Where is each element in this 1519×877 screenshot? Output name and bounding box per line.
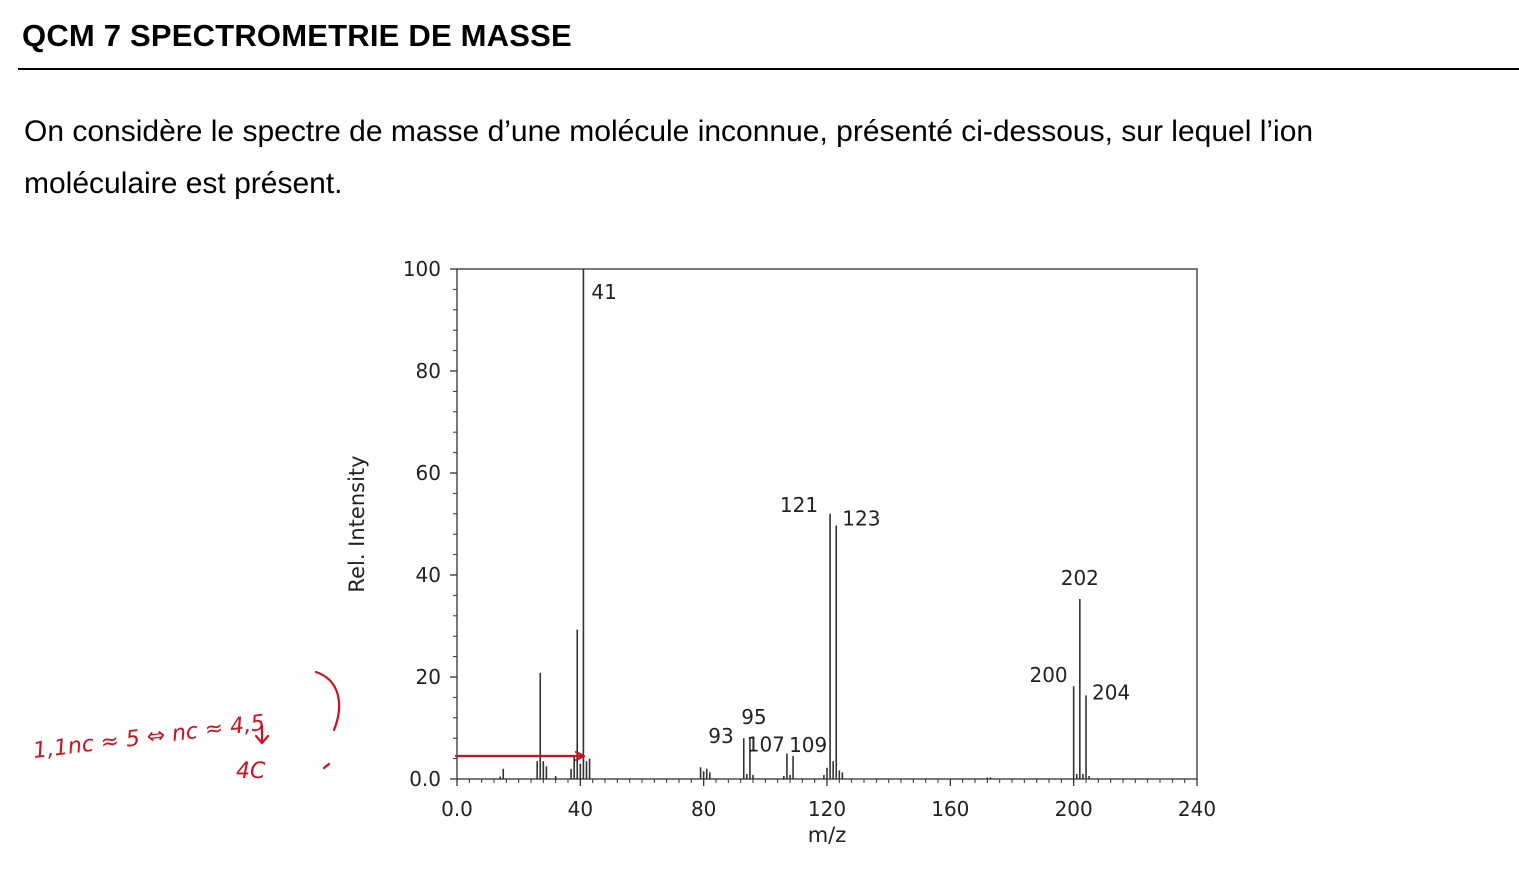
y-axis-label: Rel. Intensity: [345, 455, 369, 593]
peak-labels: [591, 280, 1130, 757]
peak-label-95: 95: [741, 705, 767, 730]
peak-label-202: 202: [1060, 565, 1099, 590]
x-tick-label: 80: [690, 797, 717, 821]
y-tick-label: 80: [415, 359, 441, 383]
paragraph-line-1: On considère le spectre de masse d’une molécule inconnue, présenté ci-dessous, sur lequel l’ion: [24, 115, 1314, 148]
y-tick-label: 100: [402, 257, 441, 281]
handwritten-line-2: 4C: [236, 759, 266, 784]
peak-label-107: 107: [746, 732, 785, 757]
x-tick-label: 200: [1054, 797, 1093, 821]
y-tick-label: 20: [415, 665, 441, 689]
handwritten-annotation: [32, 672, 584, 784]
x-tick-label: 160: [931, 797, 970, 821]
peak-label-93: 93: [708, 724, 734, 749]
x-tick-label: 240: [1177, 797, 1217, 821]
peak-label-109: 109: [789, 733, 828, 758]
x-axis-label: m/z: [807, 823, 847, 847]
document-heading: QCM 7 SPECTROMETRIE DE MASSE: [22, 18, 572, 53]
bracket-tail-mark: [324, 764, 329, 768]
x-tick-label: 40: [567, 797, 594, 821]
spectrum-peaks: [500, 269, 1089, 779]
y-tick-label: 0.0: [409, 767, 441, 791]
x-tick-label: 0.0: [441, 797, 473, 821]
peak-label-200: 200: [1029, 663, 1068, 688]
y-tick-label: 60: [415, 461, 441, 485]
peak-label-123: 123: [842, 506, 881, 531]
peak-label-121: 121: [779, 492, 819, 517]
peak-label-204: 204: [1092, 680, 1131, 705]
handwritten-line-1: 1,1nc ≈ 5 ⇔ nc ≈ 4,5: [31, 710, 267, 764]
bracket-mark: [316, 672, 339, 730]
y-tick-label: 40: [415, 563, 441, 587]
peak-label-41: 41: [591, 280, 617, 304]
x-tick-label: 120: [807, 797, 847, 821]
paragraph-line-2: moléculaire est présent.: [24, 167, 343, 200]
